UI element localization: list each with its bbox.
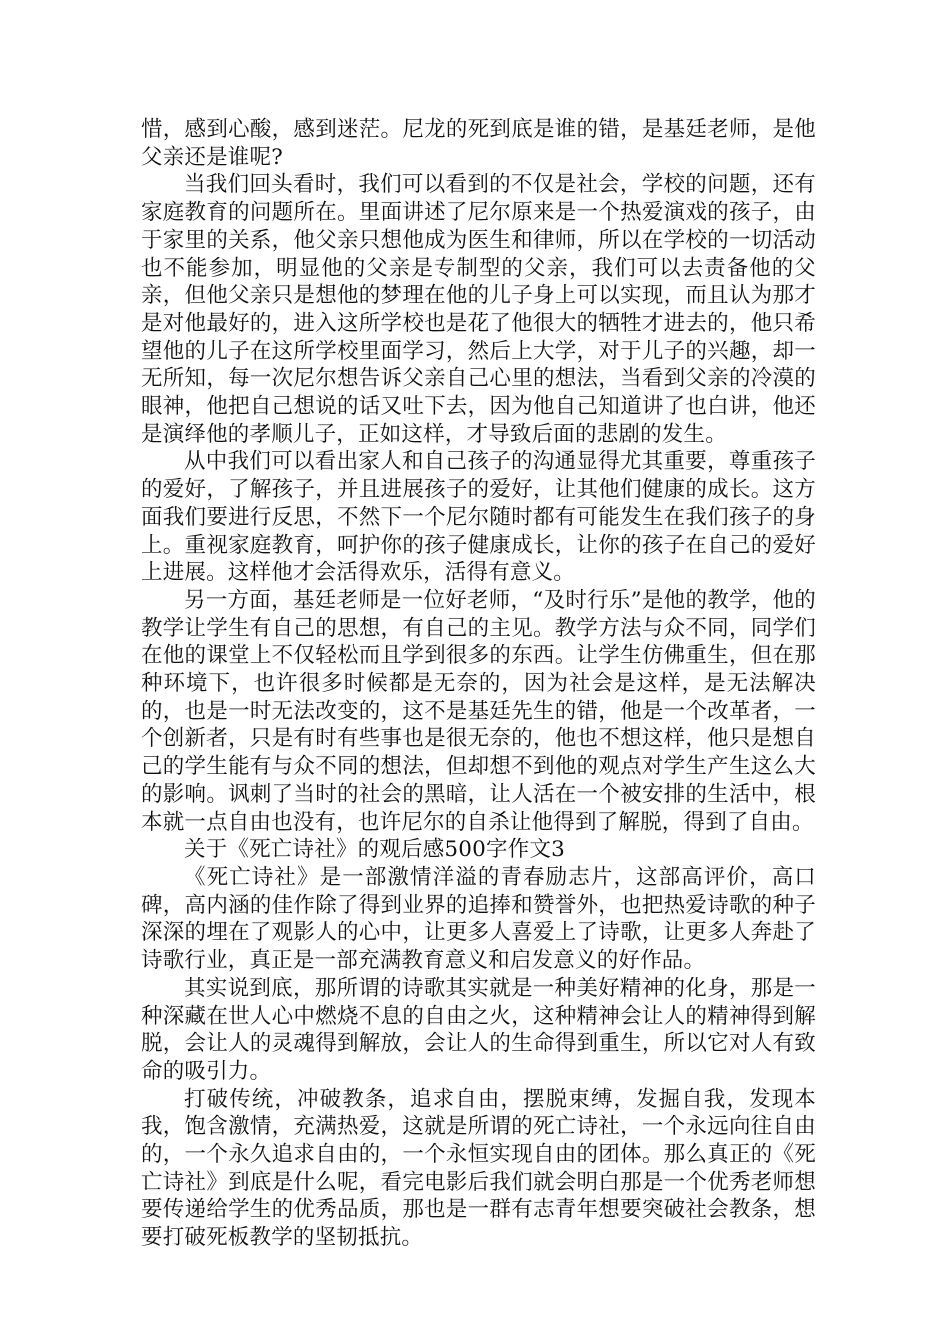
section-heading: 关于《死亡诗社》的观后感500字作文3 [184,837,566,863]
paragraph-7: 打破传统，冲破教条，追求自由，摆脱束缚，发掘自我，发现本我，饱含激情，充满热爱，这就是所谓的死亡诗社，一个永远向往自由的，一个永久追求自由的，一个永恒实现自由的团体。那么真正的《死亡诗社》到底是什么呢，看完电影后我们就会明白那是一个优秀老师想要传递给学生的优秀品质，那也是一群有志青年想要突破社会教条，想要打破死板教学的坚韧抵抗。 [141,1086,816,1251]
essay-body [141,116,816,1252]
paragraph-4: 另一方面，基廷老师是一位好老师，“及时行乐”是他的教学，他的教学让学生有自己的思想，有自己的主见。教学方法与众不同，同学们在他的课堂上不仅轻松而且学到很多的东西。让学生仿佛重生，但在那种环境下，也许很多时候都是无奈的，因为社会是这样，是无法解决的，也是一时无法改变的，这不是基廷先生的错，他是一个改革者，一个创新者，只是有时有些事也是很无奈的，他也不想这样，他只是想自己的学生能有与众不同的想法，但却想不到他的观点对学生产生这么大的影响。讽刺了当时的社会的黑暗，让人活在一个被安排的生活中，根本就一点自由也没有，也许尼尔的自杀让他得到了解脱，得到了自由。 [141,587,816,835]
paragraph-1: 惜，感到心酸，感到迷茫。尼龙的死到底是谁的错，是基廷老师，是他父亲还是谁呢? [141,117,816,170]
paragraph-2: 当我们回头看时，我们可以看到的不仅是社会，学校的问题，还有家庭教育的问题所在。里面讲述了尼尔原来是一个热爱演戏的孩子，由于家里的关系，他父亲只想他成为医生和律师，所以在学校的一切活动也不能参加，明显他的父亲是专制型的父亲，我们可以去责备他的父亲，但他父亲只是想他的梦理在他的儿子身上可以实现，而且认为那才是对他最好的，进入这所学校也是花了他很大的牺牲才进去的，他只希望他的儿子在这所学校里面学习，然后上大学，对于儿子的兴趣，却一无所知，每一次尼尔想告诉父亲自己心里的想法，当看到父亲的冷漠的眼神，他把自己想说的话又吐下去，因为他自己知道讲了也白讲，他还是演绎他的孝顺儿子，正如这样，才导致后面的悲剧的发生。 [141,172,816,447]
paragraph-3: 从中我们可以看出家人和自己孩子的沟通显得尤其重要，尊重孩子的爱好，了解孩子，并且进展孩子的爱好，让其他们健康的成长。这方面我们要进行反思，不然下一个尼尔随时都有可能发生在我们孩子的身上。重视家庭教育，呵护你的孩子健康成长，让你的孩子在自己的爱好上进展。这样他才会活得欢乐，活得有意义。 [141,449,816,586]
paragraph-5: 《死亡诗社》是一部激情洋溢的青春励志片，这部高评价，高口碑，高内涵的佳作除了得到业界的追捧和赞誉外，也把热爱诗歌的种子深深的埋在了观影人的心中，让更多人喜爱上了诗歌，让更多人奔赴了诗歌行业，真正是一部充满教育意义和启发意义的好作品。 [141,864,816,974]
paragraph-6: 其实说到底，那所谓的诗歌其实就是一种美好精神的化身，那是一种深藏在世人心中燃烧不息的自由之火，这种精神会让人的精神得到解脱，会让人的灵魂得到解放，会让人的生命得到重生，所以它对人有致命的吸引力。 [141,975,816,1084]
